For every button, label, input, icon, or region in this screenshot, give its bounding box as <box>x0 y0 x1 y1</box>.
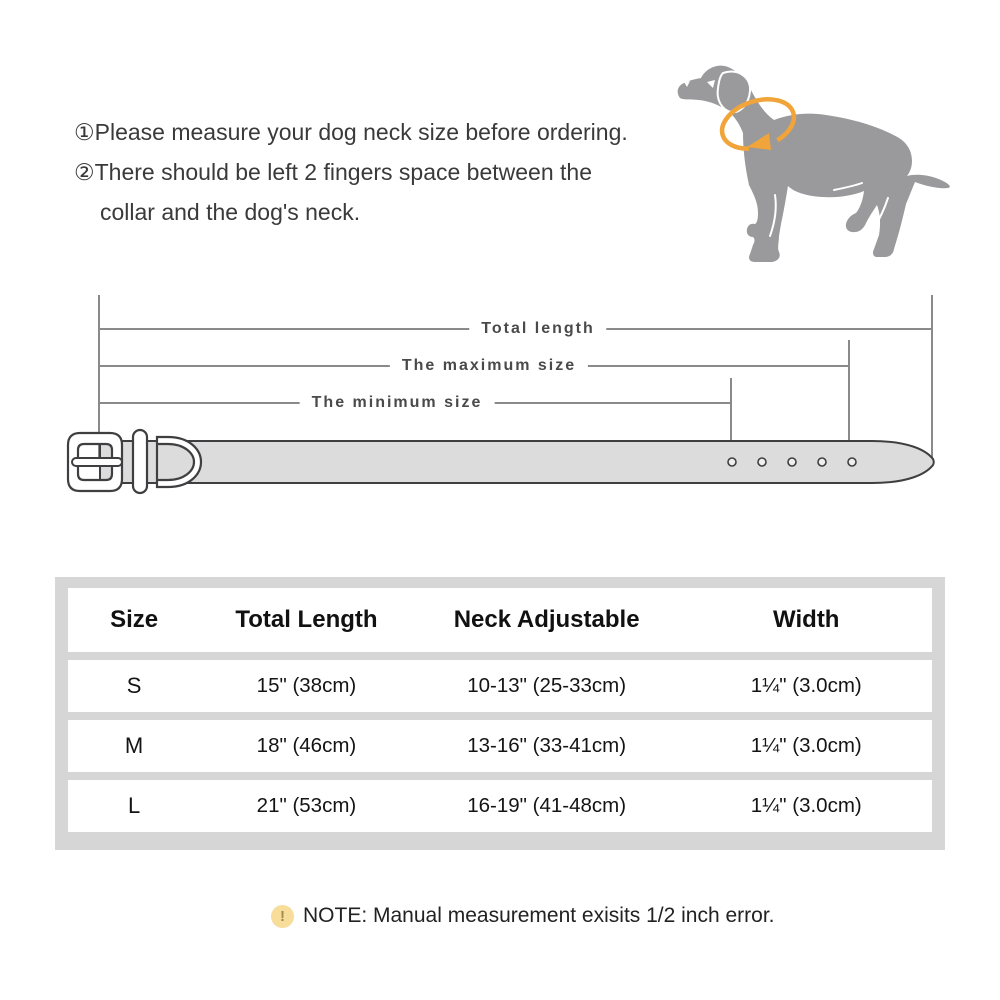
instruction-line-1: ①Please measure your dog neck size before ordering. <box>74 119 628 145</box>
cell-neck-adjustable: 13-16" (33-41cm) <box>467 734 627 757</box>
cell-neck-adjustable: 16-19" (41-48cm) <box>467 794 627 817</box>
table-row <box>68 660 932 712</box>
measuring-instructions <box>74 112 628 232</box>
collar-with-buckle-icon <box>0 425 1000 515</box>
instruction-line-3: collar and the dog's neck. <box>100 199 361 225</box>
table-row <box>68 720 932 772</box>
exclamation-icon: ! <box>271 905 294 928</box>
size-table <box>55 577 945 850</box>
collar-hole <box>758 458 766 466</box>
collar-hole <box>788 458 796 466</box>
cell-size: L <box>127 793 141 818</box>
note-text: NOTE: Manual measurement exisits 1/2 inch error. <box>303 904 775 927</box>
table-header-row <box>68 588 932 652</box>
cell-width: 1¼" (3.0cm) <box>750 794 862 817</box>
instruction-line-2: ②There should be left 2 fingers space between the <box>74 159 592 185</box>
header-size: Size <box>110 606 159 633</box>
cell-neck-adjustable: 10-13" (25-33cm) <box>467 674 627 697</box>
collar-hole <box>818 458 826 466</box>
cell-width: 1¼" (3.0cm) <box>750 674 862 697</box>
max-size-label: The maximum size <box>390 357 588 375</box>
dog-silhouette-icon <box>648 40 958 275</box>
total-length-label: Total length <box>469 320 606 338</box>
cell-size: M <box>124 733 144 758</box>
collar-hole <box>728 458 736 466</box>
cell-width: 1¼" (3.0cm) <box>750 734 862 757</box>
collar-strap <box>100 441 934 483</box>
cell-size: S <box>126 673 142 698</box>
cell-total-length: 21" (53cm) <box>256 794 357 817</box>
measurement-note <box>271 904 775 928</box>
buckle-prong <box>72 458 122 466</box>
header-width: Width <box>773 606 840 633</box>
min-size-label: The minimum size <box>300 394 495 412</box>
header-total-length: Total Length <box>235 606 378 633</box>
cell-total-length: 15" (38cm) <box>256 674 357 697</box>
collar-hole <box>848 458 856 466</box>
collar-keeper <box>133 430 147 493</box>
cell-total-length: 18" (46cm) <box>256 734 357 757</box>
header-neck-adjustable: Neck Adjustable <box>453 606 640 633</box>
table-row <box>68 780 932 832</box>
